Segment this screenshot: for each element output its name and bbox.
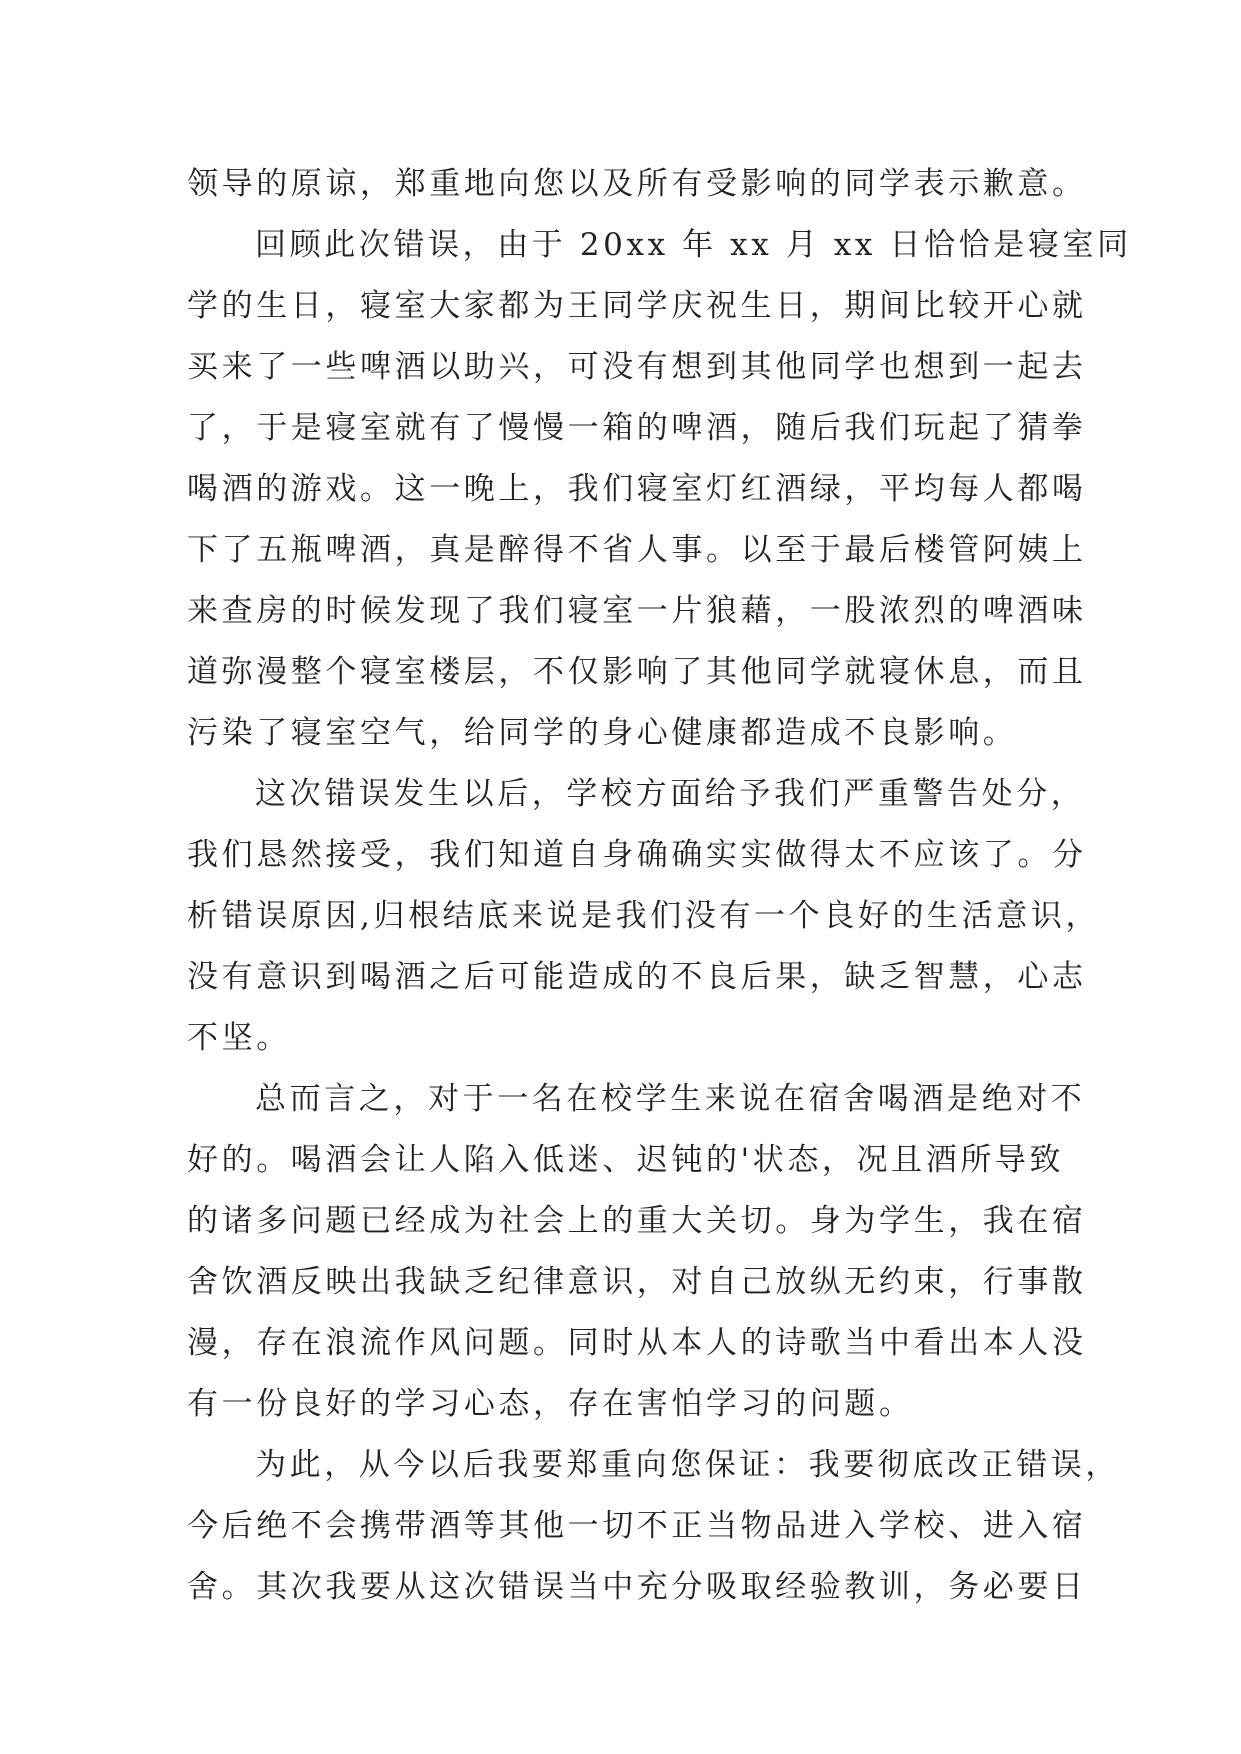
- text-line: 我们恳然接受，我们知道自身确确实实做得太不应该了。分: [187, 837, 1087, 873]
- text-line: 污染了寝室空气，给同学的身心健康都造成不良影响。: [187, 715, 1018, 751]
- text-line: 好的。喝酒会让人陷入低迷、迟钝的'状态，况且酒所导致: [187, 1142, 1065, 1178]
- text-line: 学的生日，寝室大家都为王同学庆祝生日，期间比较开心就: [187, 288, 1087, 324]
- paragraph-first-line: 为此，从今以后我要郑重向您保证：我要彻底改正错误，: [255, 1447, 1120, 1483]
- text-line: 喝酒的游戏。这一晚上，我们寝室灯红酒绿，平均每人都喝: [187, 471, 1087, 507]
- text-line: 漫，存在浪流作风问题。同时从本人的诗歌当中看出本人没: [187, 1325, 1087, 1361]
- text-line: 来查房的时候发现了我们寝室一片狼藉，一股浓烈的啤酒味: [187, 593, 1087, 629]
- text-line: 不坚。: [187, 1020, 291, 1056]
- text-line: 析错误原因,归根结底来说是我们没有一个良好的生活意识，: [187, 898, 1101, 934]
- text-line: 今后绝不会携带酒等其他一切不正当物品进入学校、进入宿: [187, 1508, 1087, 1544]
- paragraph-first-line: 回顾此次错误，由于 20xx 年 xx 月 xx 日恰恰是寝室同: [255, 227, 1132, 263]
- paragraph-first-line: 这次错误发生以后，学校方面给予我们严重警告处分，: [255, 776, 1086, 812]
- text-line: 舍。其次我要从这次错误当中充分吸取经验教训，务必要日: [187, 1569, 1087, 1605]
- text-line: 下了五瓶啤酒，真是醉得不省人事。以至于最后楼管阿姨上: [187, 532, 1087, 568]
- paragraph-first-line: 总而言之，对于一名在校学生来说在宿舍喝酒是绝对不: [255, 1081, 1086, 1117]
- text-line: 领导的原谅，郑重地向您以及所有受影响的同学表示歉意。: [187, 166, 1087, 202]
- text-line: 的诸多问题已经成为社会上的重大关切。身为学生，我在宿: [187, 1203, 1087, 1239]
- text-line: 道弥漫整个寝室楼层，不仅影响了其他同学就寝休息，而且: [187, 654, 1087, 690]
- text-line: 买来了一些啤酒以助兴，可没有想到其他同学也想到一起去: [187, 349, 1087, 385]
- document-body: [187, 154, 1132, 1618]
- text-line: 舍饮酒反映出我缺乏纪律意识，对自己放纵无约束，行事散: [187, 1264, 1087, 1300]
- text-line: 有一份良好的学习心态，存在害怕学习的问题。: [187, 1386, 914, 1422]
- text-line: 了，于是寝室就有了慢慢一箱的啤酒，随后我们玩起了猜拳: [187, 410, 1087, 446]
- text-line: 没有意识到喝酒之后可能造成的不良后果，缺乏智慧，心志: [187, 959, 1087, 995]
